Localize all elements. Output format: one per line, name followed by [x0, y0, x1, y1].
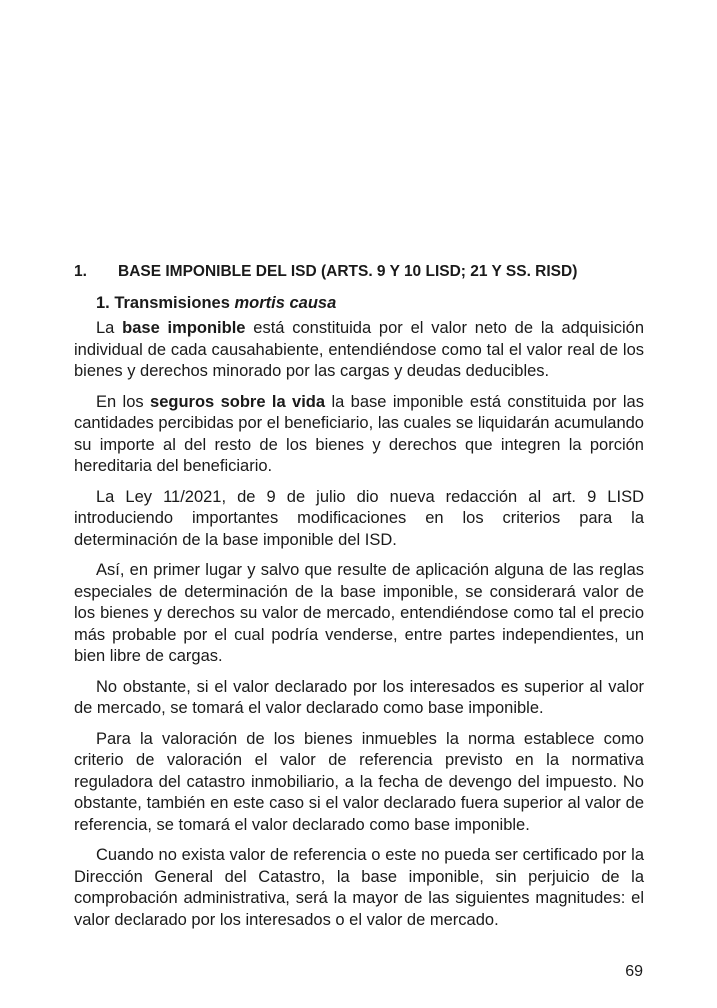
- paragraph-text: La: [96, 319, 123, 337]
- paragraph-bienes-inmuebles: Para la valoración de los bienes inmuebles la norma establece como criterio de valoración el valor de referencia previsto en la normativa reguladora del catastro inmobiliario, a la fecha de devengo del impuesto. No obstante, también en este caso si el valor declarado fuera superior al valor de referencia, se tomará el valor declarado como base imponible.: [74, 729, 644, 834]
- section-number: 1.: [74, 263, 87, 280]
- section-title: BASE IMPONIBLE DEL ISD (ARTS. 9 Y 10 LISD; 21 Y SS. RISD): [118, 263, 578, 280]
- page-number: 69: [625, 963, 643, 980]
- paragraph-base-imponible: [74, 318, 644, 383]
- subsection-label: 1. Transmisiones: [96, 294, 235, 312]
- paragraph-text: En los: [96, 392, 151, 411]
- paragraph-text: está constituida por el valor neto de la adquisición individual de cada causahabiente, entendiéndose como tal el valor real de los bienes y derechos minorado por las cargas y deudas deducibles.: [74, 319, 645, 380]
- paragraph-sin-valor-referencia: Cuando no exista valor de referencia o este no pueda ser certificado por la Dirección General del Catastro, la base imponible, sin perjuicio de la comprobación administrativa, será la mayor de las siguientes magnitudes: el valor declarado por los interesados o el valor de mercado.: [74, 846, 644, 929]
- paragraph-text: la base imponible está constituida por las cantidades percibidas por el beneficiario, las cuales se liquidarán acumulando su importe al del resto de los bienes y derechos que integren la porción hereditaria del beneficiario.: [74, 392, 644, 475]
- emphasis-term: base imponible: [122, 319, 246, 337]
- subsection-label-italic: mortis causa: [234, 294, 337, 312]
- paragraph-ley-11-2021: La Ley 11/2021, de 9 de julio dio nueva redacción al art. 9 LISD introduciendo importantes modificaciones en los criterios para la determinación de la base imponible del ISD.: [74, 487, 644, 549]
- section-heading: [74, 262, 644, 282]
- paragraph-seguros-vida: [74, 392, 644, 478]
- subsection-heading: [96, 292, 644, 314]
- emphasis-term: seguros sobre la vida: [150, 392, 326, 411]
- page-body: [74, 262, 644, 940]
- paragraph-valor-mercado: Así, en primer lugar y salvo que resulte de aplicación alguna de las reglas especiales de determinación de la base imponible, se considerará valor de los bienes y derechos su valor de mercado, entendiéndose como tal el precio más probable por el cual podría venderse, entre partes independientes, un bien libre de cargas.: [74, 561, 644, 665]
- paragraph-no-obstante: No obstante, si el valor declarado por los interesados es superior al valor de mercado, se tomará el valor declarado como base imponible.: [74, 677, 644, 717]
